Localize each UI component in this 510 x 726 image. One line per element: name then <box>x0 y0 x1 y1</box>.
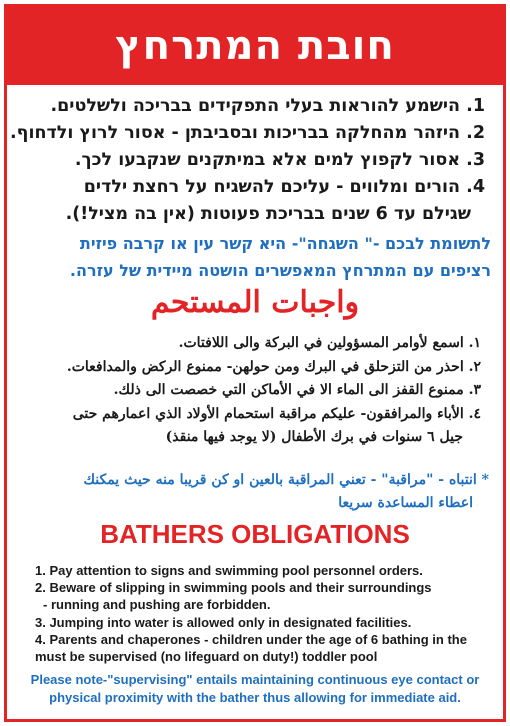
arabic-note-line-1: * انتباه - "مراقبة" - تعني المراقبة بالعين او كن قريبا منه حيث يمكنك <box>83 472 489 488</box>
english-title: BATHERS OBLIGATIONS <box>100 519 410 549</box>
english-rule-3: 3. Jumping into water is allowed only in designated facilities. <box>35 614 412 630</box>
hebrew-rule-3: 3. אסור לקפוץ למים אלא במיתקנים שנקבעו לכך. <box>74 150 485 170</box>
arabic-rule-3: ٣. ممنوع القفز الى الماء الا في الأماكن التي خصصت الى ذلك. <box>113 382 481 398</box>
hebrew-rule-4-continued: שגילם עד 6 שנים בבריכת פעוטות (אין בה מציל!). <box>65 204 471 224</box>
english-rule-1: 1. Pay attention to signs and swimming pool personnel orders. <box>35 563 423 578</box>
arabic-rule-2: ٢. احذر من التزحلق في البرك ومن حولهن- ممنوع الركض والمدافعات. <box>66 358 481 375</box>
hebrew-note-line-2: רציפים עם המתרחץ המאפשרים הושטה מיידית של עזרה. <box>69 261 491 280</box>
arabic-rule-4-continued: جيل ٦ سنوات في برك الأطفال (لا يوجد فيها منقذ) <box>165 429 463 445</box>
hebrew-supervision-note <box>15 230 491 284</box>
hebrew-rule-2: 2. היזהר מהחלקה בבריכות ובסביבתן - אסור לרוץ ולדחוף. <box>10 123 485 143</box>
english-rule-4: 4. Parents and chaperones - children under the age of 6 bathing in the <box>35 631 467 647</box>
hebrew-rule-1: 1. הישמע להוראות בעלי התפקידים בבריכה ולשלטים. <box>50 96 485 116</box>
english-note-line-2: physical proximity with the bather thus allowing for immediate aid. <box>49 690 461 705</box>
english-note-line-1: Please note-"supervising" entails maintaining continuous eye contact or <box>30 672 480 687</box>
arabic-rules-list <box>21 332 481 450</box>
hebrew-note-line-1: לתשומת לבכם -" השגחה"- היא קשר עין או קרבה פיזית <box>79 234 491 253</box>
english-rules-list <box>35 562 493 665</box>
english-rule-2-continued: - running and pushing are forbidden. <box>43 597 271 613</box>
hebrew-rules-list <box>10 93 485 228</box>
hebrew-rule-4: 4. הורים ומלווים - עליכם להשגיח על רחצת ילדים <box>83 177 485 197</box>
english-rule-2: 2. Beware of slipping in swimming pools and their surroundings <box>35 580 432 596</box>
arabic-supervision-note <box>15 469 489 515</box>
hebrew-title: חובת המתרחץ <box>115 23 395 69</box>
english-rule-4-continued: must be supervised (no lifeguard on duty!) toddler pool <box>35 649 378 665</box>
hebrew-title-banner <box>7 7 503 85</box>
english-supervision-note <box>17 671 493 707</box>
arabic-note-line-2: اعطاء المساعدة سريعا <box>338 495 473 511</box>
arabic-title: واجبات المستحم <box>150 285 360 320</box>
arabic-rule-4: ٤. الأباء والمرافقون- عليكم مراقبة استحمام الأولاد الذي اعمارهم حتى <box>72 405 481 422</box>
arabic-rule-1: ١. اسمع لأوامر المسؤولين في البركة والى اللافتات. <box>178 335 481 351</box>
pool-rules-sign <box>4 4 506 722</box>
